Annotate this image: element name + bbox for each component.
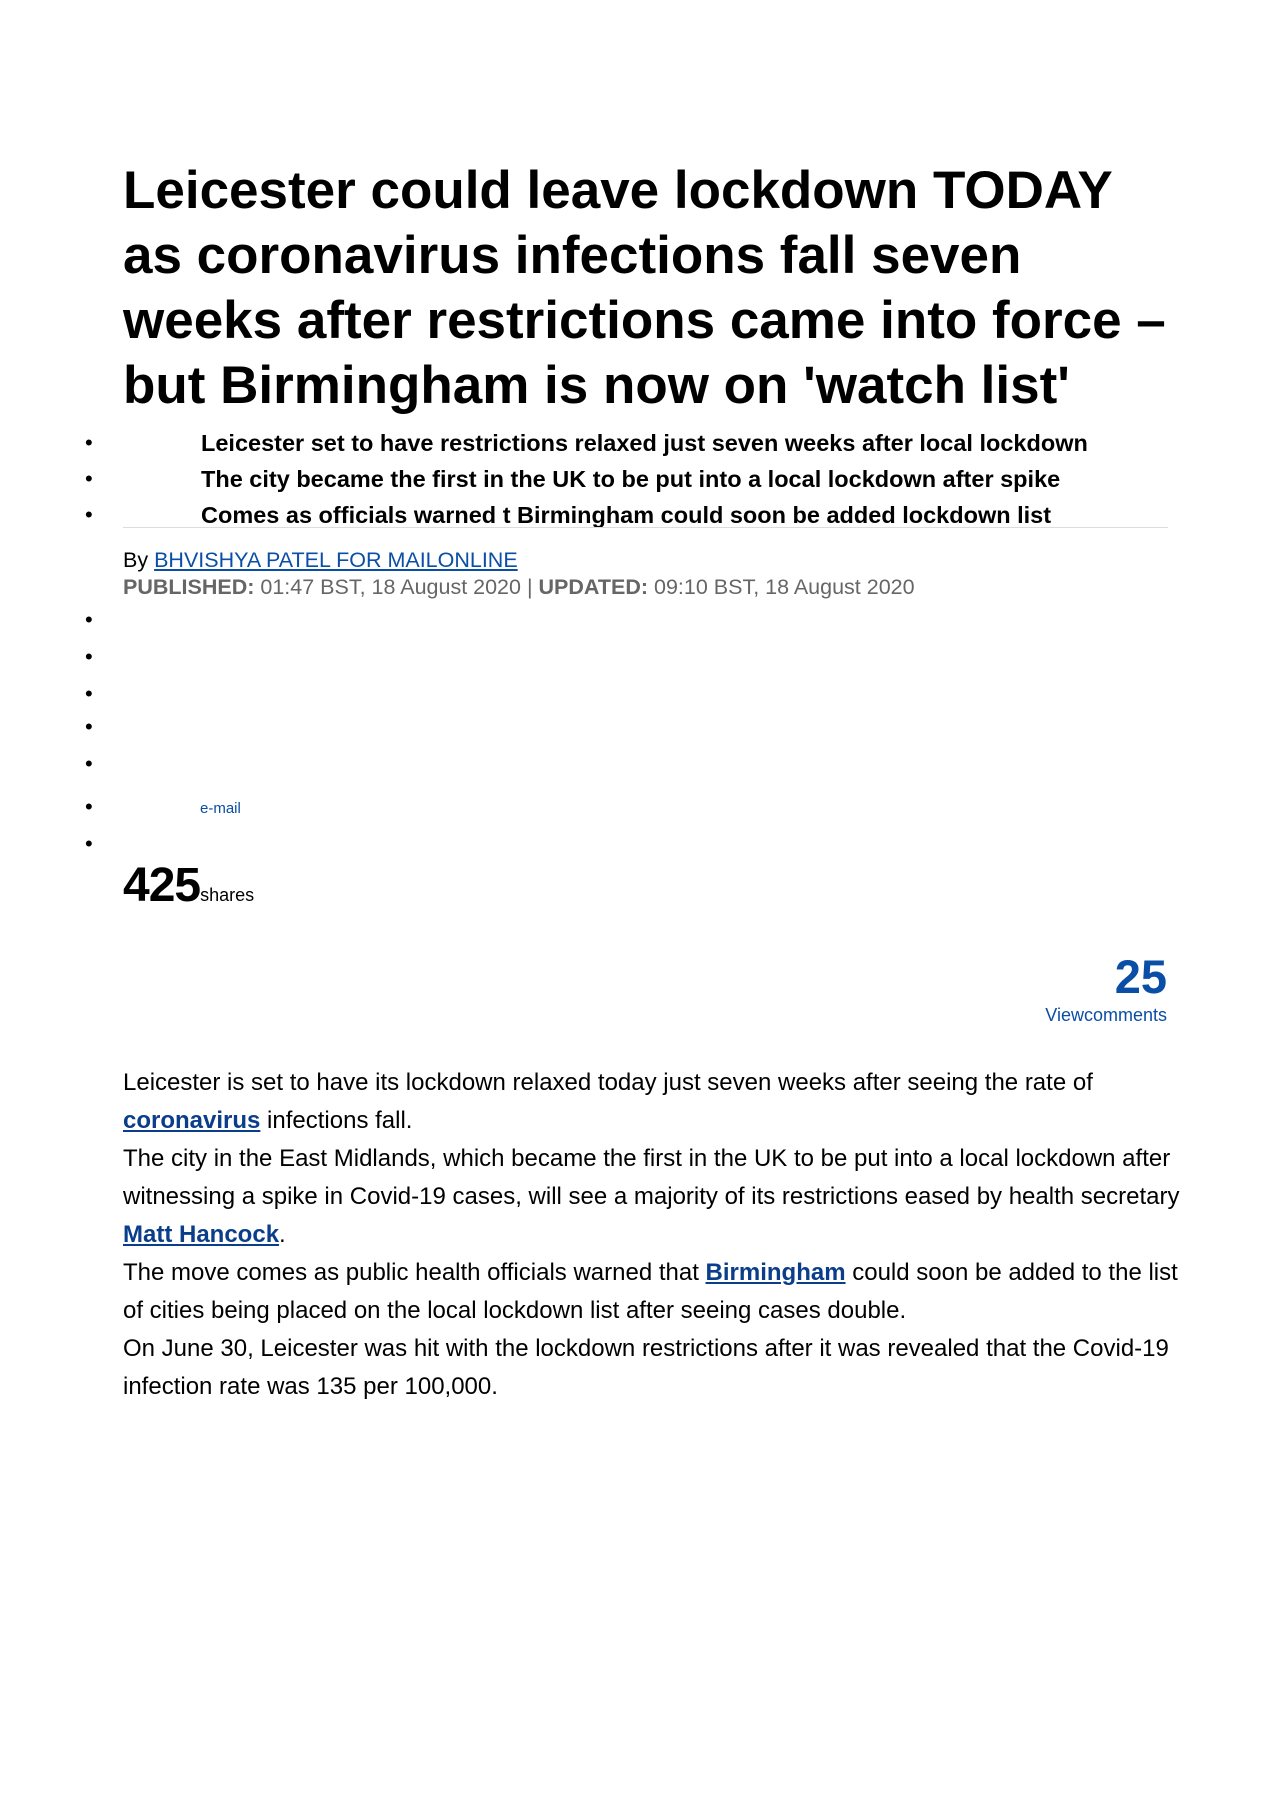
paragraph-text: Leicester is set to have its lockdown relaxed today just seven weeks after seeing the rate of [123, 1069, 1093, 1096]
view-comments-label: Viewcomments [1045, 1005, 1167, 1025]
published-label: PUBLISHED: [123, 575, 255, 599]
share-item[interactable] [85, 715, 93, 739]
body-paragraph [123, 1064, 1183, 1140]
body-paragraph [123, 1254, 1183, 1330]
divider [123, 527, 1168, 528]
matt-hancock-link[interactable]: Matt Hancock [123, 1221, 280, 1248]
share-item[interactable] [85, 645, 93, 669]
byline-prefix: By [123, 548, 155, 572]
share-count-label: shares [200, 885, 255, 905]
share-count-number: 425 [123, 859, 201, 912]
summary-bullet-text: Leicester set to have restrictions relaxed just seven weeks after local lockdown [201, 430, 1088, 456]
bullet-dot-icon: • [85, 831, 93, 856]
body-paragraph [123, 1140, 1183, 1254]
summary-bullet [85, 425, 1175, 461]
view-comments-link[interactable] [1045, 950, 1167, 1026]
summary-bullet-text: Comes as officials warned t Birmingham could soon be added lockdown list [201, 502, 1052, 528]
paragraph-text: The move comes as public health officials warned that [123, 1259, 706, 1286]
email-share-link[interactable]: e-mail [200, 800, 241, 817]
paragraph-text: . [279, 1221, 286, 1248]
byline [123, 546, 518, 574]
birmingham-link[interactable]: Birmingham [705, 1259, 846, 1286]
bullet-dot-icon: • [85, 466, 93, 491]
summary-bullet [85, 461, 1175, 497]
date-separator: | [526, 575, 533, 599]
bullet-dot-icon: • [85, 644, 93, 669]
summary-bullets [85, 425, 1175, 533]
article-body [123, 1064, 1183, 1406]
publish-dates [123, 573, 915, 601]
updated-label: UPDATED: [532, 575, 649, 599]
share-item[interactable] [85, 752, 93, 776]
bullet-dot-icon: • [85, 751, 93, 776]
summary-bullet-text: The city became the first in the UK to be put into a local lockdown after spike [201, 466, 1061, 492]
bullet-dot-icon: • [85, 607, 93, 632]
body-paragraph: On June 30, Leicester was hit with the lockdown restrictions after it was revealed that the Covid-19 infection rate was 135 per 100,000. [123, 1335, 1169, 1400]
paragraph-text: The city in the East Midlands, which became the first in the UK to be put into a local lockdown after witnessing a spike in Covid-19 cases, will see a majority of its restrictions eased by health secretary [123, 1145, 1180, 1210]
bullet-dot-icon: • [85, 430, 93, 455]
share-item[interactable] [85, 832, 93, 856]
comment-count: 25 [1114, 950, 1167, 1003]
bullet-dot-icon: • [85, 502, 93, 527]
published-value: 01:47 BST, 18 August 2020 [254, 575, 527, 599]
bullet-dot-icon: • [85, 794, 93, 819]
bullet-dot-icon: • [85, 681, 93, 706]
article-headline: Leicester could leave lockdown TODAY as coronavirus infections fall seven weeks after restrictions came into force – but Birmingham is now on 'watch list' [123, 161, 1166, 415]
bullet-dot-icon: • [85, 714, 93, 739]
updated-value: 09:10 BST, 18 August 2020 [648, 575, 915, 599]
paragraph-text: could soon be added to the list of cities being placed on the local lockdown list after seeing cases double. [123, 1259, 1178, 1324]
share-item-email[interactable] [85, 795, 93, 819]
share-count [123, 858, 254, 914]
author-link[interactable]: BHVISHYA PATEL FOR MAILONLINE [154, 548, 518, 572]
paragraph-text: infections fall. [260, 1107, 413, 1134]
share-item[interactable] [85, 682, 93, 706]
share-item[interactable] [85, 608, 93, 632]
coronavirus-link[interactable]: coronavirus [123, 1107, 261, 1134]
